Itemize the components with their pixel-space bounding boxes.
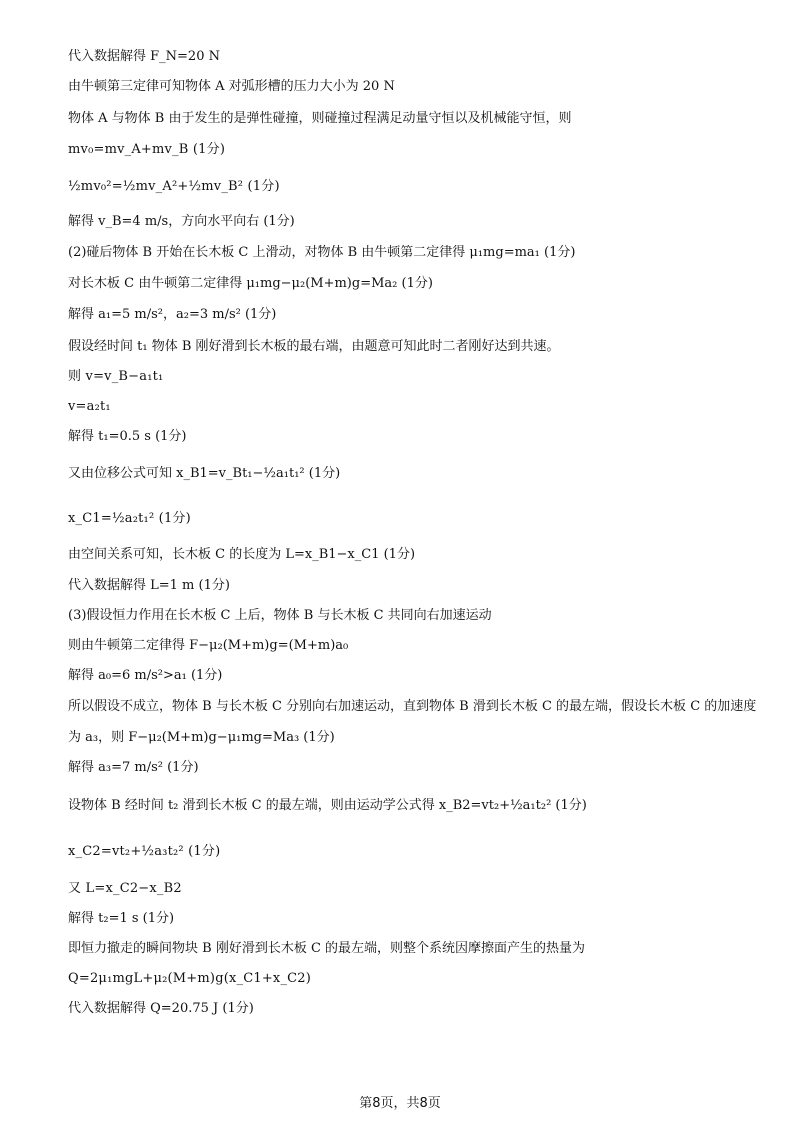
text-line: 即恒力撤走的瞬间物块 B 刚好滑到长木板 C 的最左端，则整个系统因摩擦面产生的热量为 — [68, 941, 586, 956]
formula-line: 则 v=v_B−a₁t₁ — [68, 369, 164, 384]
formula-line: v=a₂t₁ — [68, 399, 111, 414]
text-line: 对长木板 C 由牛顿第二定律得 μ₁mg−μ₂(M+m)g=Ma₂ (1分) — [68, 276, 433, 291]
text-line: 所以假设不成立，物体 B 与长木板 C 分别向右加速运动，直到物体 B 滑到长木板 C 的最左端，假设长木板 C 的加速度 — [68, 699, 757, 714]
text-line: 代入数据解得 L=1 m (1分) — [68, 578, 230, 593]
text-line: 又由位移公式可知 x_B1=v_Bt₁−½a₁t₁² (1分) — [68, 466, 341, 481]
text-line: 由空间关系可知，长木板 C 的长度为 L=x_B1−x_C1 (1分) — [68, 547, 416, 562]
text-line: 代入数据解得 Q=20.75 J (1分) — [68, 1001, 254, 1016]
text-line: 为 a₃，则 F−μ₂(M+m)g−μ₁mg=Ma₃ (1分) — [68, 730, 335, 745]
text-line: 解得 a₀=6 m/s²>a₁ (1分) — [68, 668, 223, 683]
text-line: 假设经时间 t₁ 物体 B 刚好滑到长木板的最右端，由题意可知此时二者刚好达到共速。 — [68, 339, 560, 354]
text-line: 则由牛顿第二定律得 F−μ₂(M+m)g=(M+m)a₀ — [68, 638, 349, 653]
formula-line: x_C2=vt₂+½a₃t₂² (1分) — [68, 844, 221, 859]
text-line: 设物体 B 经时间 t₂ 滑到长木板 C 的最左端，则由运动学公式得 x_B2=vt₂+½a₁t₂² (1分) — [68, 798, 587, 813]
formula-line: ½mv₀²=½mv_A²+½mv_B² (1分) — [68, 179, 280, 194]
text-line: 代入数据解得 F_N=20 N — [68, 49, 220, 64]
text-line: 解得 v_B=4 m/s，方向水平向右 (1分) — [68, 214, 295, 229]
text-line: 解得 t₂=1 s (1分) — [68, 911, 175, 926]
text-line: 物体 A 与物体 B 由于发生的是弹性碰撞，则碰撞过程满足动量守恒以及机械能守恒，则 — [68, 111, 572, 126]
text-line: (2)碰后物体 B 开始在长木板 C 上滑动，对物体 B 由牛顿第二定律得 μ₁mg=ma₁ (1分) — [68, 245, 576, 260]
formula-line: Q=2μ₁mgL+μ₂(M+m)g(x_C1+x_C2) — [68, 971, 312, 986]
text-line: (3)假设恒力作用在长木板 C 上后，物体 B 与长木板 C 共同向右加速运动 — [68, 608, 492, 623]
formula-line: mv₀=mv_A+mv_B (1分) — [68, 142, 226, 157]
formula-line: x_C1=½a₂t₁² (1分) — [68, 511, 191, 526]
text-line: 解得 a₃=7 m/s² (1分) — [68, 760, 199, 775]
text-line: 由牛顿第三定律可知物体 A 对弧形槽的压力大小为 20 N — [68, 79, 395, 94]
text-line: 解得 t₁=0.5 s (1分) — [68, 429, 187, 444]
text-line: 解得 a₁=5 m/s²，a₂=3 m/s² (1分) — [68, 307, 277, 322]
page-footer: 第8页，共8页 — [359, 1096, 441, 1111]
formula-line: 又 L=x_C2−x_B2 — [68, 881, 182, 896]
